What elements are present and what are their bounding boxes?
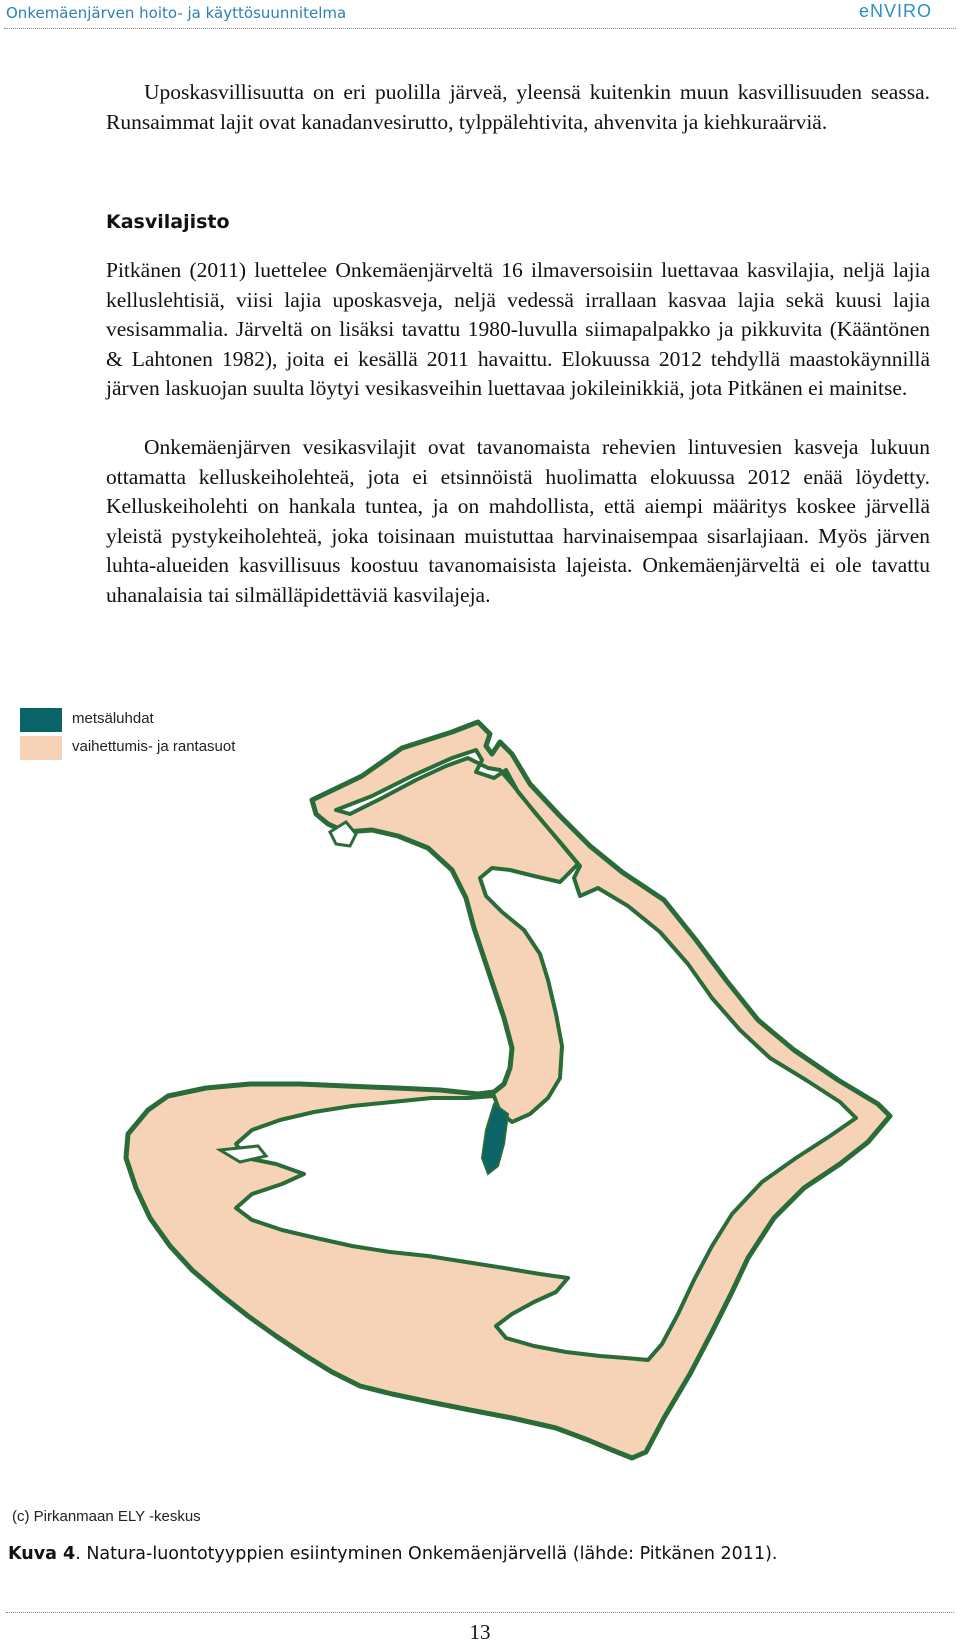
paragraph-species-list: Pitkänen (2011) luettelee Onkemäenjärveltä 16 ilmaversoisiin luettavaa kasvilajia, neljä lajia kelluslehtisiä, viisi lajia uposkasveja, neljä vedessä irrallaan kasvaa lajia sekä kuusi lajia vesisammalia. Järveltä on lisäksi tavattu 1980-luvulla siimapalpakko ja pikkuvita (Kääntönen & Lahtonen 1982), joita ei kesällä 2011 havaittu. Elokuussa 2012 tehdyllä maastokäynnillä järven laskuojan suulta löytyi vesikasveihin luettavaa jokileinikkiä, jota Pitkänen ei mainitse. — [106, 258, 930, 400]
caption-text: . Natura-luontotyyppien esiintyminen Onkemäenjärvellä (lähde: Pitkänen 2011). — [75, 1544, 778, 1564]
caption-label: Kuva 4 — [8, 1544, 76, 1564]
habitat-map — [0, 710, 960, 1526]
page-number: 13 — [469, 1620, 491, 1644]
map-copyright: (c) Pirkanmaan ELY -keskus — [12, 1508, 201, 1525]
paragraph-species-assessment: Onkemäenjärven vesikasvilajit ovat tavanomaista rehevien lintuvesien kasveja lukuun ottamatta kelluskeiholehteä, jota ei etsinnöistä huolimatta elokuussa 2012 enää löydetty. Kelluskeiholehti on hankala tuntea, ja on mahdollista, että aiempi määritys koskee järvellä yleistä pystykeiholehteä, joka toisinaan muistuttaa harvinaisempaa sisarlajiaan. Myös järven luhta-alueiden kasvillisuus koostuu tavanomaisista lajeista. Onkemäenjärveltä ei ole tavattu uhanalaisia tai silmälläpidettäviä kasvilajeja. — [106, 435, 930, 607]
document-title: Onkemäenjärven hoito- ja käyttösuunnitelma — [6, 4, 347, 22]
legend-swatch-dark-green — [20, 708, 62, 732]
footer-divider — [6, 1612, 954, 1613]
page-header — [0, 0, 960, 28]
figure-caption — [8, 1544, 777, 1564]
enviro-logo: eNVIRO — [858, 1, 932, 21]
legend-label: vaihettumis- ja rantasuot — [72, 738, 236, 755]
legend-label: metsäluhdat — [72, 710, 154, 727]
legend-swatch-peach — [20, 736, 62, 760]
lake-map-drawing — [0, 718, 960, 1526]
header-divider — [4, 28, 956, 29]
section-heading-kasvilajisto: Kasvilajisto — [106, 211, 230, 233]
paragraph-submerged-vegetation: Uposkasvillisuutta on eri puolilla järveä, yleensä kuitenkin muun kasvillisuuden seassa. Runsaimmat lajit ovat kanadanvesirutto, tylppälehtivita, ahvenvita ja kiehkuraärviä. — [106, 80, 930, 134]
